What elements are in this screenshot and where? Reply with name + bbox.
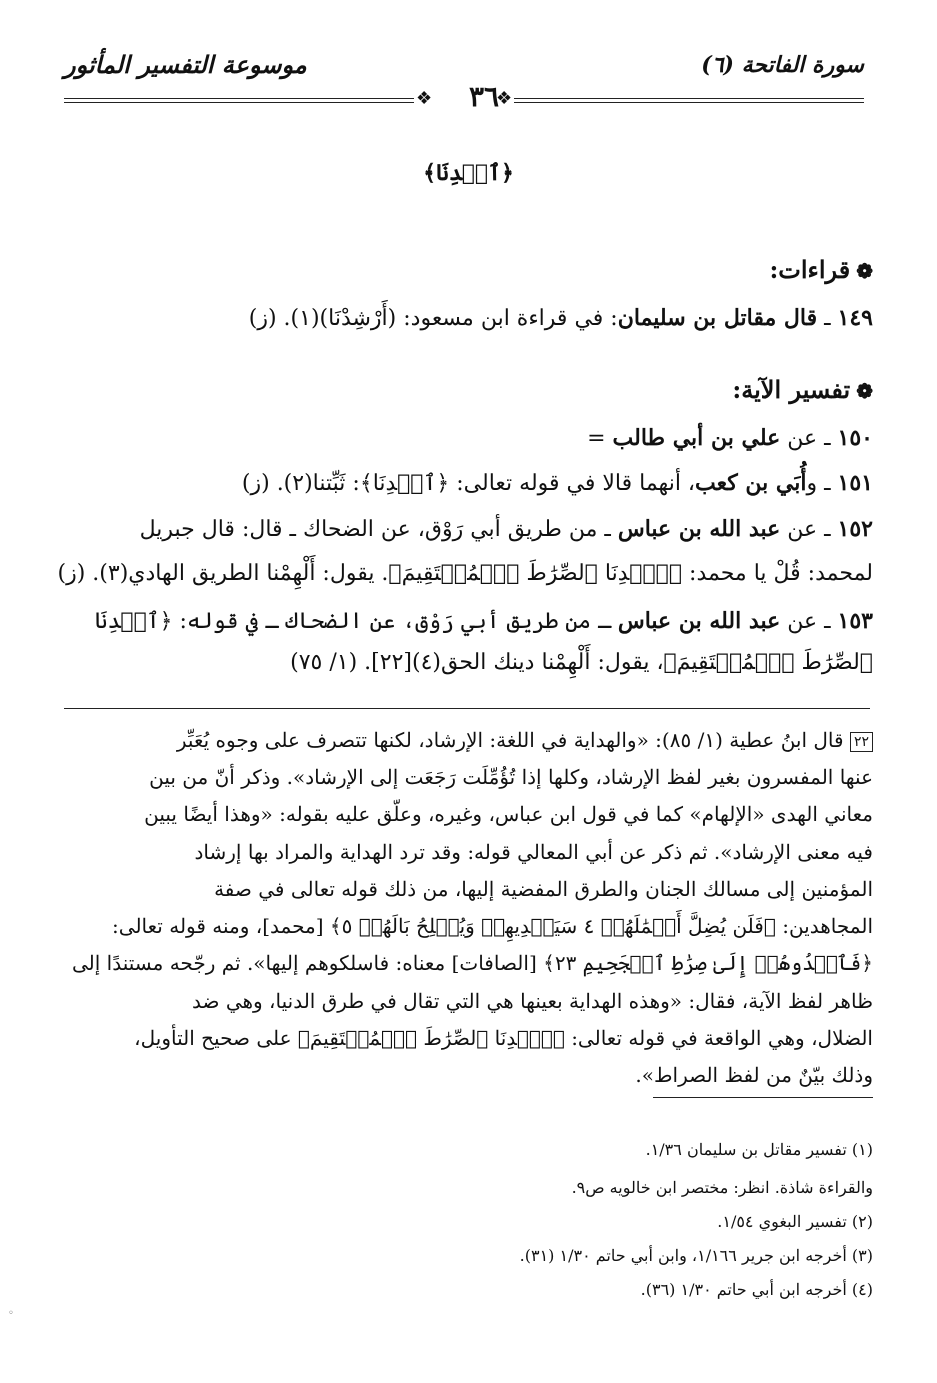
verse-title: ﴿ٱهۡدِنَا﴾ [423,160,514,186]
narrator-name: أُبَي بن كعب [695,470,807,496]
note-line: ﴿فَٱهۡدُوهُمۡ إِلَىٰ صِرَٰطِ ٱلۡجَحِيمِ ٢٣﴾ [الصافات] معناه: فاسلكوهم إليها». ثم رجّحه مستندًا إلى [71,951,873,975]
narration-number: ١٥٢ [837,516,873,542]
note-text: قال ابنُ عطية (١/ ٨٥): «والهداية في اللغة: الإرشاد، لكنها تتصرف على وجوه يُعَبِّر [176,728,844,752]
narration-text: ، أنهما قالا في قوله تعالى: ﴿ٱهۡدِنَا﴾: ثَبِّتنا(٢). (ز) [241,471,696,496]
narration-line [67,425,873,451]
note-line: معاني الهدى «الإلهام» كما في قول ابن عباس، وغيره، وعلّق عليه بقوله: «وهذا أيضًا يبين [144,802,873,826]
narration-line [67,608,873,634]
section-heading-label: قراءات: [769,255,851,284]
narration-text: : في قراءة ابن مسعود: (أَرْشِدْنَا)(١). (ز) [248,306,618,331]
header-rule-right-thin [514,102,864,103]
narration-continuation: ٱلصِّرَٰطَ ٱلۡمُسۡتَقِيمَ﴾، يقول: أَلْهِمْنا دينك الحق(٤)[٢٢]. (١/ ٧٥) [290,650,873,675]
ornament-icon: ❖ [496,88,513,109]
note-line: وذلك بيّنٌ من لفظ الصراط». [635,1063,873,1087]
narrator-name: عبد الله بن عباس [617,516,781,542]
page-header [64,50,864,120]
note-line: فيه معنى الإرشاد». ثم ذكر عن أبي المعالي قوله: وقد ترد الهداية والمراد بها إرشاد [194,840,873,864]
narration-prefix: ـ عن [780,517,831,542]
flower-icon: ❁ [856,379,873,403]
narration-line [67,516,873,542]
note-line: الضلال، وهي الواقعة في قوله تعالى: ﴿ٱهۡدِنَا ٱلصِّرَٰطَ ٱلۡمُسۡتَقِيمَ﴾ على صحيح التأويل، [134,1026,873,1050]
narrator-name: علي بن أبي طالب [612,425,781,451]
narrator-name: عبد الله بن عباس [617,608,781,634]
note-line: المجاهدين: ﴿فَلَن يُضِلَّ أَعۡمَٰلَهُمۡ ٤ سَيَهۡدِيهِمۡ وَيُصۡلِحُ بَالَهُمۡ ٥﴾ [محمد]، ومنه قوله تعالى: [112,914,873,938]
page-number: ٣٦ [468,80,500,113]
narration-continuation: لمحمد: قُلْ يا محمد: ﴿ٱهۡدِنَا ٱلصِّرَٰطَ ٱلۡمُسۡتَقِيمَ﴾. يقول: أَلْهِمْنا الطريق الهادي(٣). (ز) [57,561,873,586]
narration-line [67,470,873,496]
footnote: (٣) أخرجه ابن جرير ١/١٦٦، وابن أبي حاتم ١/٣٠ (٣١). [519,1246,873,1265]
note-line: المؤمنين إلى مسالك الجنان والطرق المفضية إليها، من ذلك قوله تعالى في صفة [214,877,873,901]
note-number-box: ٢٢ [850,732,873,752]
section-heading-label: تفسير الآية: [732,375,851,404]
section-heading-qiraat [769,255,873,284]
flower-icon: ❁ [856,259,873,283]
header-rule-left [64,98,414,99]
dash-separator: ـ [817,306,831,331]
narration-number: ١٥٠ [837,425,873,451]
footnote: (٤) أخرجه ابن أبي حاتم ١/٣٠ (٣٦). [640,1280,873,1299]
narration-line [67,305,873,331]
footnote: (٢) تفسير البغوي ١/٥٤. [717,1212,873,1231]
note-line: ظاهر لفظ الآية، فقال: «وهذه الهداية بعينها هي التي تقال في طرق الدنيا، وهي ضد [191,989,873,1013]
running-title-surah: سورة الفاتحة (٦) [701,52,864,78]
narration-number: ١٥٣ [837,608,873,634]
narration-number: ١٤٩ [837,305,873,331]
footnote-divider [653,1097,873,1098]
ornament-icon: ❖ [416,88,433,109]
narration-number: ١٥١ [837,470,873,496]
narration-prefix: ـ عن [780,609,831,634]
narration-text: = [587,426,613,451]
header-rule-right [514,98,864,99]
narration-text: ـ من طريق أبي رَوْق، عن الضحاك ـ في قوله: ﴿ٱهۡدِنَا [94,609,618,634]
note-line: عنها المفسرون بغير لفظ الإرشاد، وكلها إذا تُؤُمِّلَت رَجَعَت إلى الإرشاد». وذكر أنّ من بين [149,765,873,789]
narration-prefix: ـ عن [780,426,831,451]
section-divider [64,708,870,709]
header-rule-left-thin [64,102,414,103]
section-heading-tafsir [732,375,873,404]
footnote: (١) تفسير مقاتل بن سليمان ١/٣٦. [645,1140,873,1159]
narration-prefix: ـ و [806,471,831,496]
running-title-book: موسوعة التفسير المأثور [64,50,307,79]
narrator-name: قال مقاتل بن سليمان [617,305,818,331]
margin-mark: ◦ [8,1308,14,1319]
footnote: والقراءة شاذة. انظر: مختصر ابن خالويه ص٩. [571,1178,873,1197]
narration-text: ـ من طريق أبي رَوْق، عن الضحاك ـ قال: قال جبريل [139,517,618,542]
note-line [67,728,873,752]
